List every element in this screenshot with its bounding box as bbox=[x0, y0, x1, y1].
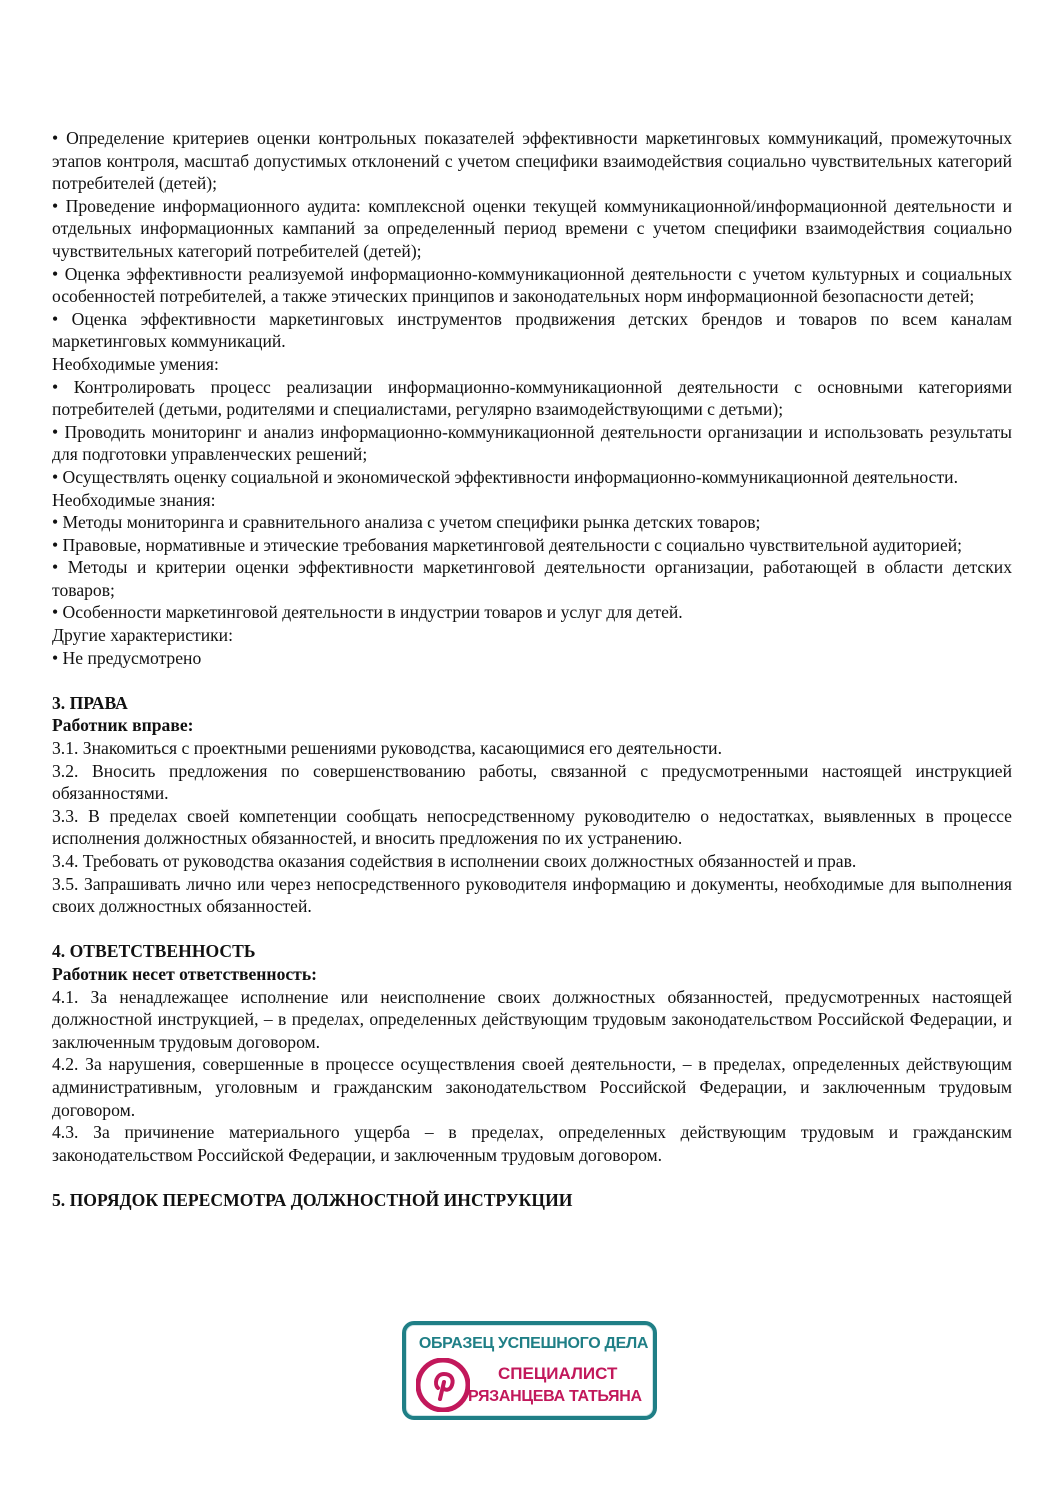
section-5-title: 5. ПОРЯДОК ПЕРЕСМОТРА ДОЛЖНОСТНОЙ ИНСТРУКЦИИ bbox=[52, 1189, 573, 1210]
paragraph: • Оценка эффективности маркетинговых инструментов продвижения детских брендов и товаров по всем каналам маркетинговых коммуникаций. bbox=[52, 308, 1012, 352]
section-3-title: 3. ПРАВА bbox=[52, 692, 128, 713]
paragraph: • Особенности маркетинговой деятельности в индустрии товаров и услуг для детей. bbox=[52, 602, 683, 623]
label-other: Другие характеристики: bbox=[52, 625, 233, 646]
paragraph: • Осуществлять оценку социальной и экономической эффективности информационно-коммуникационной деятельности. bbox=[52, 466, 958, 487]
paragraph: • Методы мониторинга и сравнительного анализа с учетом специфики рынка детских товаров; bbox=[52, 512, 761, 533]
paragraph: • Методы и критерии оценки эффективности маркетинговой деятельности организации, работающей в области детских товаров; bbox=[52, 557, 1012, 600]
clause: 4.3. За причинение материального ущерба – в пределах, определенных действующим трудовым и гражданским законодательством Российской Федерации, и заключенным трудовым договором. bbox=[52, 1122, 1012, 1165]
section-3-subtitle: Работник вправе: bbox=[52, 715, 194, 736]
section-4-title: 4. ОТВЕТСТВЕННОСТЬ bbox=[52, 941, 256, 962]
paragraph: • Не предусмотрено bbox=[52, 647, 202, 668]
paragraph: • Проводить мониторинг и анализ информационно-коммуникационной деятельности организации и использовать результаты для подготовки управленческих решений; bbox=[52, 421, 1012, 465]
clause: 3.3. В пределах своей компетенции сообщать непосредственному руководителю о недостатках, выявленных в процессе исполнения должностных обязанностей, и вносить предложения по их устранению. bbox=[52, 805, 1012, 849]
clause: 3.5. Запрашивать лично или через непосредственного руководителя информацию и документы, необходимые для выполнения своих должностных обязанностей. bbox=[52, 873, 1012, 917]
paragraph: • Проведение информационного аудита: комплексной оценки текущей коммуникационной/информационной деятельности и отдельных информационных кампаний за определенный период времени с учетом специфики взаимодействия социально чувствительных категорий потребителей (детей); bbox=[52, 195, 1012, 261]
section-4-subtitle: Работник несет ответственность: bbox=[52, 963, 317, 984]
stamp-line-2: СПЕЦИАЛИСТ bbox=[498, 1364, 618, 1383]
stamp-line-3: РЯЗАНЦЕВА ТАТЬЯНА bbox=[468, 1388, 642, 1405]
clause: 3.1. Знакомиться с проектными решениями руководства, касающимися его деятельности. bbox=[52, 738, 722, 759]
paragraph: • Правовые, нормативные и этические требования маркетинговой деятельности с социально чувствительной аудиторией; bbox=[52, 534, 963, 555]
label-skills: Необходимые умения: bbox=[52, 353, 219, 374]
clause: 3.4. Требовать от руководства оказания содействия в исполнении своих должностных обязанностей и прав. bbox=[52, 851, 857, 871]
stamp-badge bbox=[402, 1321, 657, 1420]
document-page bbox=[52, 127, 1012, 1212]
clause: 4.1. За ненадлежащее исполнение или неисполнение своих должностных обязанностей, предусмотренных настоящей должностной инструкцией, – в пределах, определенных действующим трудовым законодательством Российской Федерации, и заключенным трудовым договором. bbox=[52, 986, 1012, 1052]
clause: 3.2. Вносить предложения по совершенствованию работы, связанной с предусмотренными настоящей инструкцией обязанностями. bbox=[52, 760, 1012, 804]
clause: 4.2. За нарушения, совершенные в процессе осуществления своей деятельности, – в пределах, определенных действующим административным, уголовным и гражданским законодательством Российской Федерации, и заключенным трудовым договором. bbox=[52, 1054, 1012, 1120]
paragraph: • Определение критериев оценки контрольных показателей эффективности маркетинговых коммуникаций, промежуточных этапов контроля, масштаб допустимых отклонений с учетом специфики взаимодействия социально чувствительных категорий потребителей (детей); bbox=[52, 128, 1012, 194]
stamp-line-1: ОБРАЗЕЦ УСПЕШНОГО ДЕЛА bbox=[418, 1335, 649, 1352]
pinterest-logo-icon bbox=[416, 1358, 470, 1412]
paragraph: • Оценка эффективности реализуемой информационно-коммуникационной деятельности с учетом культурных и социальных особенностей потребителей, а также этических принципов и законодательных норм информационной безопасности детей; bbox=[52, 263, 1012, 307]
paragraph: • Контролировать процесс реализации информационно-коммуникационной деятельности с основными категориями потребителей (детьми, родителями и специалистами, регулярно взаимодействующими с детьми); bbox=[52, 376, 1012, 420]
label-knowledge: Необходимые знания: bbox=[52, 489, 216, 510]
